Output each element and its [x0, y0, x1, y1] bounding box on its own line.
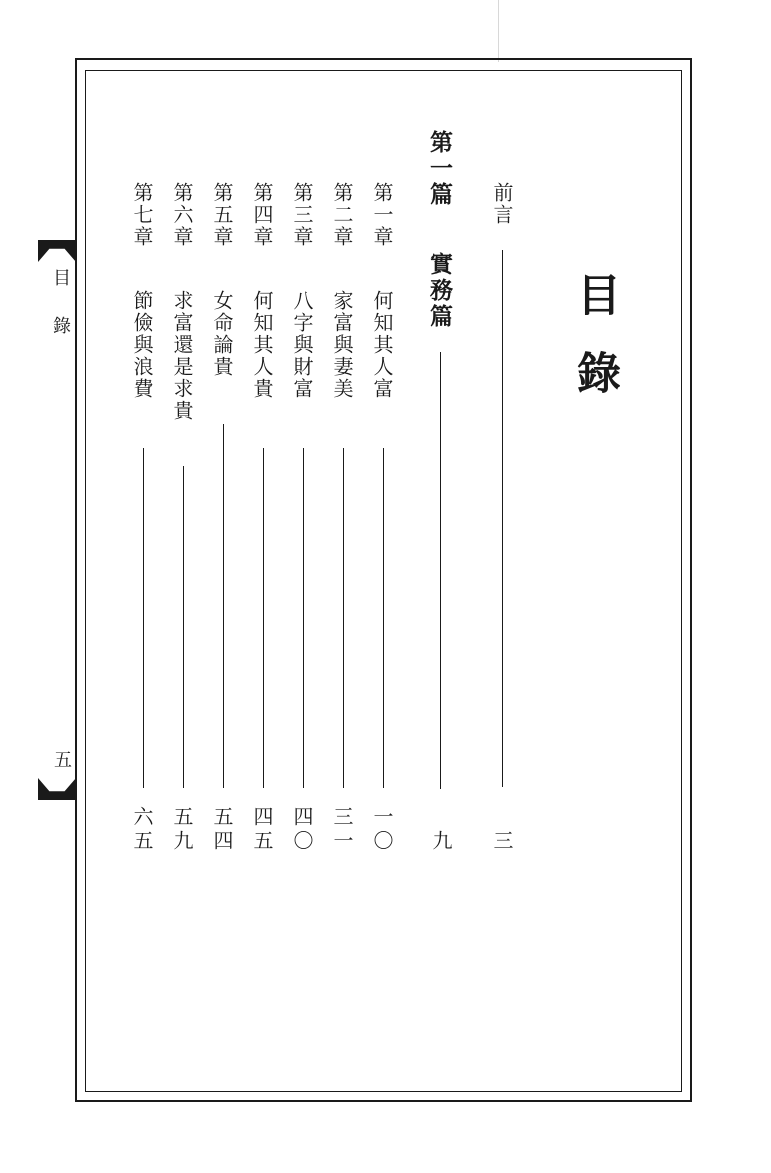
page-title: 目錄: [569, 272, 620, 428]
chapter-2-title: 家富與妻美: [330, 290, 354, 400]
scan-artifact-line: [498, 0, 499, 62]
chapter-3-leader-line: [303, 448, 304, 788]
preface-leader-line: [502, 250, 503, 787]
chapter-3-number: 第三章: [290, 182, 314, 248]
chapter-4-page: 四五: [250, 806, 274, 854]
chapter-2-page: 三一: [330, 806, 354, 854]
chapter-6-leader-line: [183, 466, 184, 788]
top-corner-tab: [38, 240, 76, 262]
part-leader-line: [440, 352, 441, 789]
chapter-4-number: 第四章: [250, 182, 274, 248]
chapter-5-leader-line: [223, 424, 224, 788]
chapter-3-page: 四〇: [290, 806, 314, 854]
side-section-label: 目錄: [50, 268, 71, 364]
part-number: 第一篇: [426, 130, 453, 208]
chapter-5-number: 第五章: [210, 182, 234, 248]
side-page-number: 五: [51, 750, 72, 768]
chapter-1-page: 一〇: [370, 806, 394, 854]
chapter-5-page: 五四: [210, 806, 234, 854]
chapter-7-title: 節儉與浪費: [130, 290, 154, 400]
chapter-6-number: 第六章: [170, 182, 194, 248]
chapter-1-title: 何知其人富: [370, 290, 394, 400]
chapter-7-number: 第七章: [130, 182, 154, 248]
chapter-1-number: 第一章: [370, 182, 394, 248]
preface-page: 三: [490, 830, 514, 854]
chapter-6-title: 求富還是求貴: [170, 290, 194, 422]
chapter-2-number: 第二章: [330, 182, 354, 248]
chapter-4-leader-line: [263, 448, 264, 788]
bottom-corner-tab: [38, 778, 76, 800]
part-page: 九: [429, 830, 453, 854]
chapter-1-leader-line: [383, 448, 384, 788]
chapter-7-leader-line: [143, 448, 144, 788]
chapter-7-page: 六五: [130, 806, 154, 854]
chapter-5-title: 女命論貴: [210, 290, 234, 378]
chapter-6-page: 五九: [170, 806, 194, 854]
chapter-2-leader-line: [343, 448, 344, 788]
chapter-3-title: 八字與財富: [290, 290, 314, 400]
part-title: 實務篇: [426, 252, 453, 330]
preface-label: 前言: [490, 182, 514, 226]
chapter-4-title: 何知其人貴: [250, 290, 274, 400]
